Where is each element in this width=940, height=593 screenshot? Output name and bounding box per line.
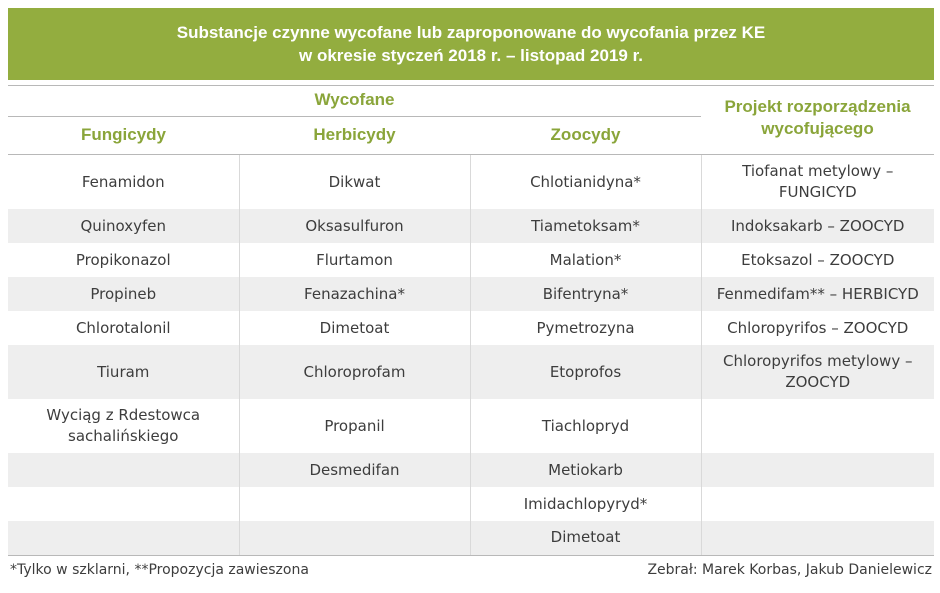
cell-projekt: Chloropyrifos – ZOOCYD: [701, 311, 934, 345]
column-header-fungicydy: Fungicydy: [80, 125, 166, 144]
cell-herbicydy: Dimetoat: [239, 311, 470, 345]
cell-projekt: [701, 453, 934, 487]
cell-fungicydy: Chlorotalonil: [75, 318, 171, 337]
cell-zoocydy: Imidachlopyryd*: [470, 487, 701, 521]
cell-zoocydy: Pymetrozyna: [470, 311, 701, 345]
cell-zoocydy: Metiokarb: [470, 453, 701, 487]
cell-fungicydy: [8, 487, 239, 521]
table-row: [8, 311, 934, 345]
cell-fungicydy: Quinoxyfen: [8, 209, 239, 243]
cell-herbicydy: Oksasulfuron: [239, 209, 470, 243]
cell-herbicydy: [239, 487, 470, 521]
cell-projekt: Chloropyrifos metylowy – ZOOCYD: [701, 345, 934, 399]
table-row: [8, 155, 934, 209]
cell-herbicydy: Chloroprofam: [239, 345, 470, 399]
cell-projekt: Etoksazol – ZOOCYD: [701, 243, 934, 277]
group-header-wycofane: Wycofane: [314, 90, 395, 109]
title-line-1: Substancje czynne wycofane lub zaproponowane do wycofania przez KE: [176, 23, 766, 42]
cell-zoocydy: Bifentryna*: [470, 277, 701, 311]
table-row: [8, 487, 934, 521]
cell-herbicydy: Flurtamon: [239, 243, 470, 277]
cell-herbicydy: Desmedifan: [239, 453, 470, 487]
table-row: [8, 453, 934, 487]
cell-projekt: [701, 487, 934, 521]
cell-projekt: [701, 521, 934, 555]
cell-zoocydy: Tiametoksam*: [470, 209, 701, 243]
cell-herbicydy: Fenazachina*: [239, 277, 470, 311]
cell-fungicydy: Fenamidon: [81, 172, 165, 191]
cell-zoocydy: Chlotianidyna*: [470, 155, 701, 209]
cell-projekt: Tiofanat metylowy – FUNGICYD: [701, 155, 934, 209]
header-top-rule: [8, 85, 934, 86]
cell-projekt: Indoksakarb – ZOOCYD: [701, 209, 934, 243]
cell-fungicydy: Propineb: [8, 277, 239, 311]
group-header-rule: [8, 116, 701, 117]
table-title: [8, 8, 934, 80]
cell-fungicydy: Wyciąg z Rdestowca sachalińskiego: [46, 406, 201, 445]
cell-herbicydy: [239, 521, 470, 555]
cell-projekt: Fenmedifam** – HERBICYD: [701, 277, 934, 311]
cell-zoocydy: Malation*: [470, 243, 701, 277]
cell-fungicydy: [8, 453, 239, 487]
table-row: [8, 345, 934, 399]
title-line-2: w okresie styczeń 2018 r. – listopad 2019 r.: [299, 46, 643, 65]
projekt-header-line-2: wycofującego: [761, 119, 874, 138]
cell-fungicydy: Propikonazol: [75, 250, 171, 269]
table-row: [8, 243, 934, 277]
column-header-projekt: [701, 96, 934, 140]
table-row: [8, 521, 934, 555]
cell-herbicydy: Propanil: [239, 399, 470, 453]
cell-zoocydy: Tiachlopryd: [470, 399, 701, 453]
projekt-header-line-1: Projekt rozporządzenia: [724, 97, 911, 116]
cell-zoocydy: Dimetoat: [470, 521, 701, 555]
cell-herbicydy: Dikwat: [239, 155, 470, 209]
table-row: [8, 209, 934, 243]
footnote: *Tylko w szklarni, **Propozycja zawieszona: [10, 562, 309, 578]
cell-fungicydy: Tiuram: [8, 345, 239, 399]
cell-fungicydy: [8, 521, 239, 555]
credit-line: Zebrał: Marek Korbas, Jakub Danielewicz: [647, 562, 932, 578]
substances-table: [8, 155, 934, 556]
table-row: [8, 399, 934, 453]
cell-projekt: [701, 399, 934, 453]
cell-zoocydy: Etoprofos: [470, 345, 701, 399]
column-header-zoocydy: Zoocydy: [550, 125, 621, 144]
table-row: [8, 277, 934, 311]
column-header-herbicydy: Herbicydy: [313, 125, 396, 144]
